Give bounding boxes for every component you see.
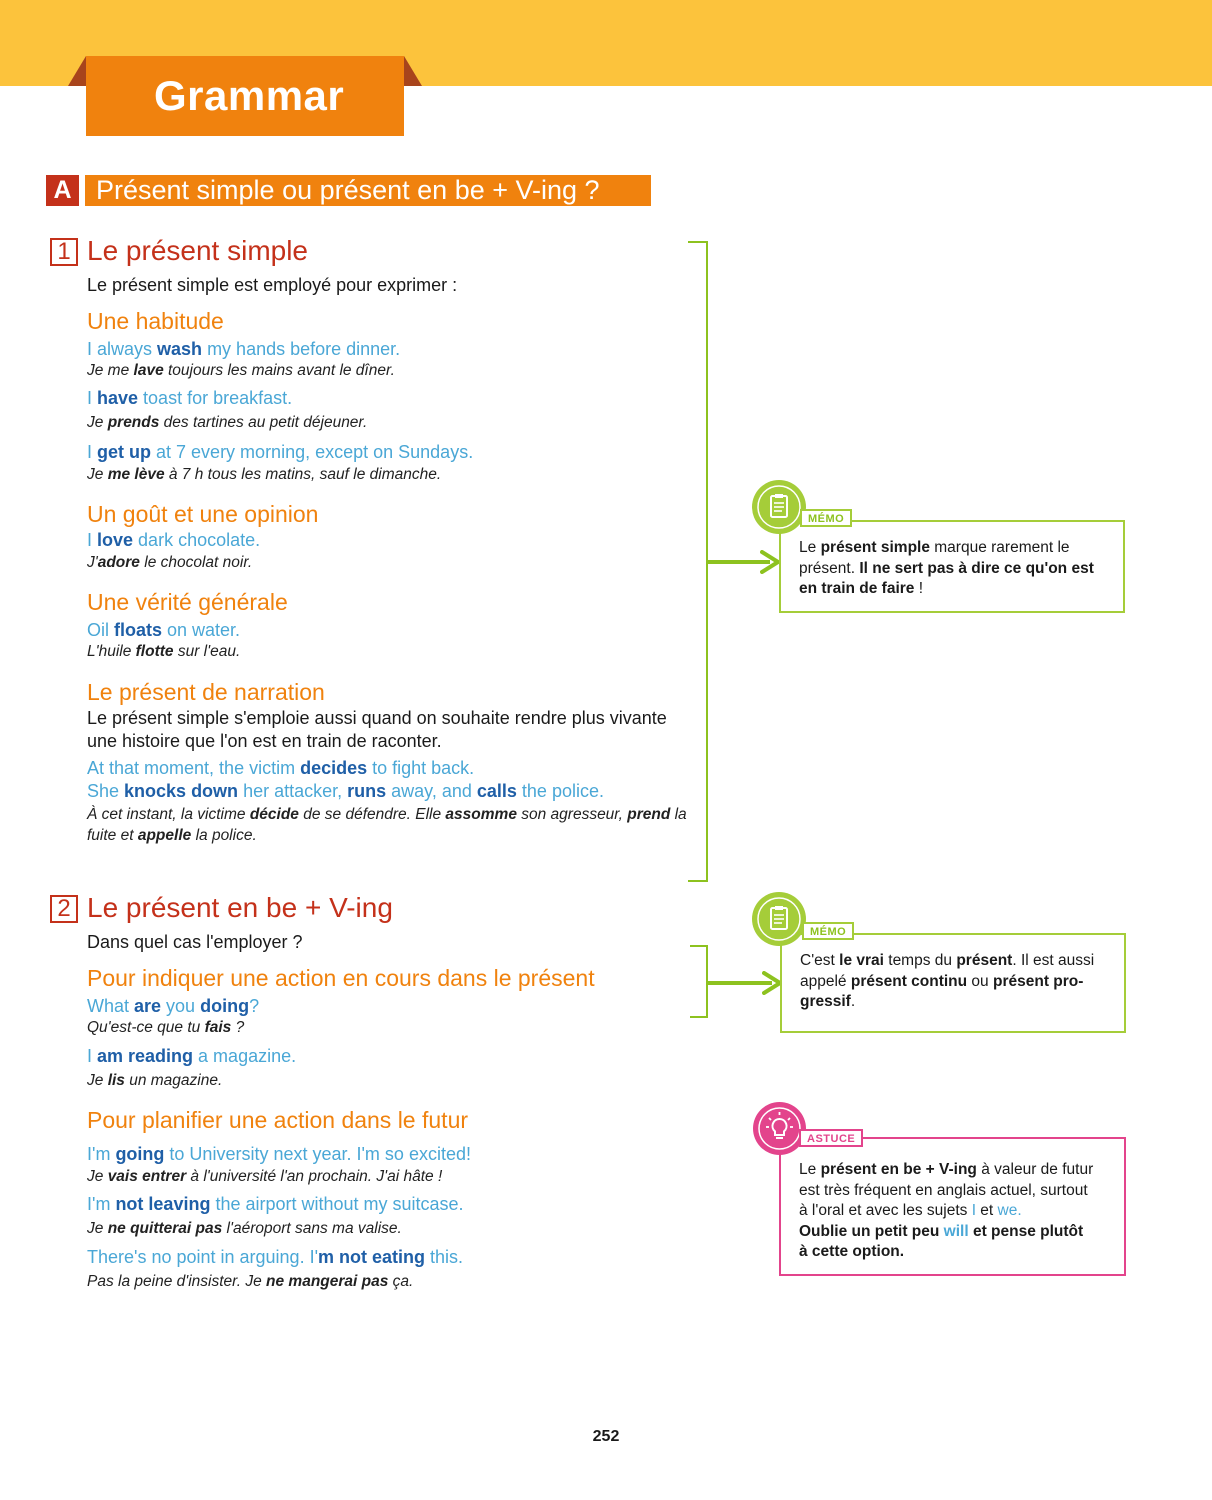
example-en: I get up at 7 every morning, except on Sundays. (87, 442, 474, 462)
example-fr: À cet instant, la victime décide de se défendre. Elle assomme son agresseur, prend la (87, 806, 687, 823)
verite-heading: Une vérité générale (87, 589, 288, 615)
example-en: There's no point in arguing. I'm not eating this. (87, 1247, 464, 1267)
example-en: At that moment, the victim decides to fight back. (87, 758, 475, 778)
memo1-line: Le présent simple marque rarement le (799, 539, 1070, 556)
gout-heading: Un goût et une opinion (87, 501, 319, 527)
memo1-line: présent. Il ne sert pas à dire ce qu'on est (799, 559, 1094, 577)
astuce-line: à l'oral et avec les sujets I et we. (799, 1202, 1022, 1219)
grammar-tab-box (86, 56, 404, 136)
bracket-part1 (688, 241, 708, 882)
example-fr: Qu'est-ce que tu fais ? (87, 1019, 245, 1036)
futur-heading: Pour planifier une action dans le futur (87, 1107, 469, 1133)
part2-intro: Dans quel cas l'employer ? (87, 932, 303, 952)
part2-number: 2 (50, 895, 78, 923)
example-fr: fuite et appelle la police. (87, 827, 257, 844)
example-en: I'm going to University next year. I'm so excited! (87, 1144, 471, 1164)
example-fr: J'adore le chocolat noir. (87, 554, 253, 571)
part2-title: Le présent en be + V-ing (87, 892, 393, 923)
astuce-line: à cette option. (799, 1243, 905, 1260)
astuce-line: Oublie un petit peu will et pense plutôt (799, 1222, 1084, 1240)
astuce-box (779, 1137, 1126, 1276)
memo2-line: gressif. (800, 993, 856, 1010)
example-en: She knocks down her attacker, runs away, and calls the police. (87, 781, 604, 801)
narration-text-line1: Le présent simple s'emploie aussi quand on souhaite rendre plus vivante (87, 708, 667, 728)
grammar-tab (68, 56, 422, 137)
example-fr: Pas la peine d'insister. Je ne mangerai pas ça. (87, 1273, 414, 1290)
memo1-box (779, 520, 1125, 613)
part1-title: Le présent simple (87, 235, 309, 266)
example-en: What are you doing? (87, 996, 260, 1016)
section-title: Présent simple ou présent en be + V-ing ? (85, 175, 651, 206)
memo2-line: C'est le vrai temps du présent. Il est aussi (800, 952, 1095, 969)
narration-heading: Le présent de narration (87, 679, 325, 705)
bracket-part2 (690, 945, 708, 1018)
example-en: Oil floats on water. (87, 620, 241, 640)
memo2-box (780, 933, 1126, 1033)
astuce-line: est très fréquent en anglais actuel, surtout (799, 1181, 1088, 1199)
memo2-line: appelé présent continu ou présent pro- (800, 972, 1084, 990)
example-en: I have toast for breakfast. (87, 388, 293, 408)
part1-intro: Le présent simple est employé pour exprimer : (87, 275, 458, 295)
example-fr: Je prends des tartines au petit déjeuner. (87, 414, 368, 431)
section-letter: A (46, 175, 79, 206)
example-fr: Je me lève à 7 h tous les matins, sauf le dimanche. (87, 466, 442, 483)
example-fr: L'huile flotte sur l'eau. (87, 643, 241, 660)
example-en: I always wash my hands before dinner. (87, 339, 401, 359)
example-fr: Je vais entrer à l'université l'an prochain. J'ai hâte ! (87, 1168, 443, 1185)
memo-notepad-icon (752, 480, 806, 534)
page-number: 252 (592, 1428, 620, 1445)
memo1-line: en train de faire ! (799, 580, 924, 597)
narration-text-line2: une histoire que l'on est en train de raconter. (87, 731, 442, 751)
tab-fold-left (68, 56, 86, 86)
page-title: Grammar (154, 72, 345, 119)
tab-fold-right (404, 56, 422, 86)
memo-notepad-icon (752, 892, 806, 946)
example-fr: Je me lave toujours les mains avant le dîner. (87, 362, 395, 379)
example-en: I love dark chocolate. (87, 530, 261, 550)
example-fr: Je ne quitterai pas l'aéroport sans ma valise. (87, 1220, 402, 1237)
example-fr: Je lis un magazine. (87, 1072, 223, 1089)
part1-number: 1 (50, 238, 78, 266)
example-en: I'm not leaving the airport without my suitcase. (87, 1194, 464, 1214)
memo2-tag: MÉMO (802, 922, 854, 940)
en-cours-heading: Pour indiquer une action en cours dans le présent (87, 965, 595, 991)
example-en: I am reading a magazine. (87, 1046, 297, 1066)
astuce-line: Le présent en be + V-ing à valeur de futur (799, 1161, 1094, 1178)
habitude-heading: Une habitude (87, 308, 224, 334)
astuce-tag: ASTUCE (799, 1129, 863, 1147)
memo1-tag: MÉMO (800, 509, 852, 527)
